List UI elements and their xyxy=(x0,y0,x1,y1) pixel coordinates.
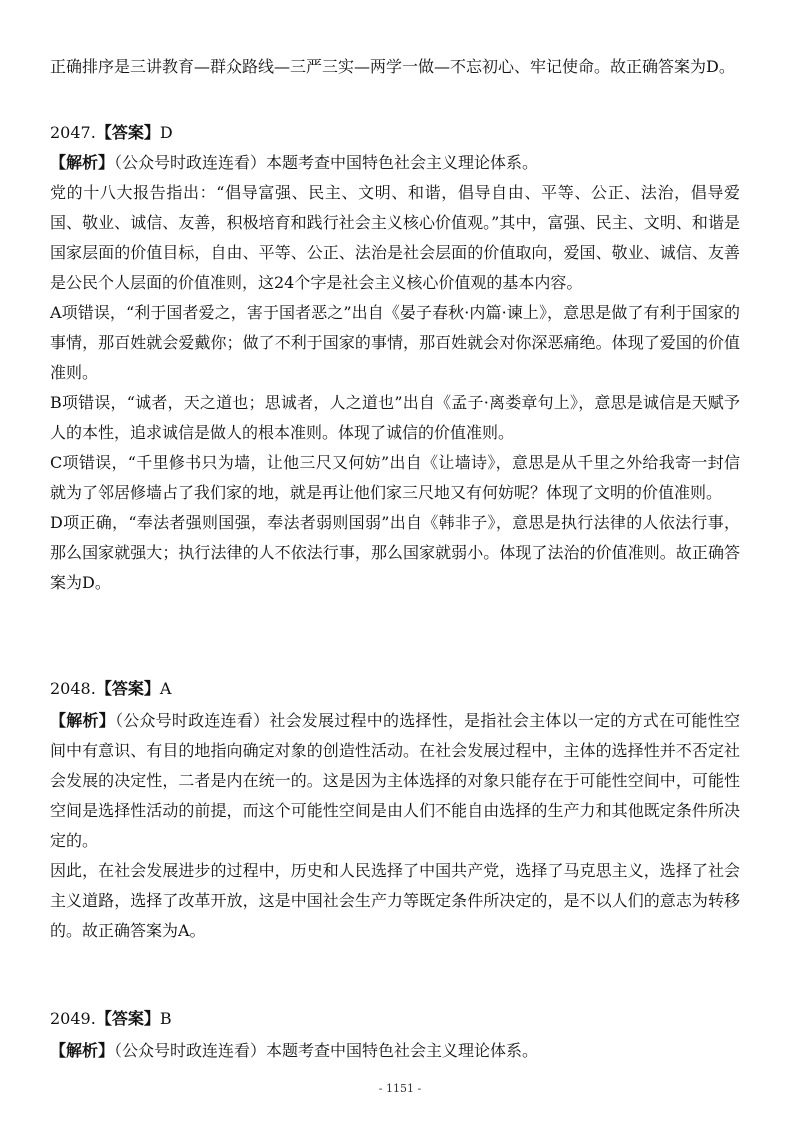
analysis-paragraph: 党的十八大报告指出：“倡导富强、民主、文明、和谐，倡导自由、平等、公正、法治，倡导爱国、敬业、诚信、友善，积极培育和践行社会主义核心价值观。”其中，富强、民主、文明、和谐是国家层面的价值目标，自由、平等、公正、法治是社会层面的价值取向，爱国、敬业、诚信、友善是公民个人层面的价值准则，这24个字是社会主义核心价值观的基本内容。 xyxy=(50,183,740,292)
answer-value: B xyxy=(159,1009,172,1028)
question-number: 2048. xyxy=(50,679,96,698)
analysis-line xyxy=(50,706,740,856)
answer-label: 【答案】 xyxy=(95,679,160,698)
analysis-intro: （公众号时政连连看）本题考查中国特色社会主义理论体系。 xyxy=(114,153,539,172)
analysis-line xyxy=(50,148,740,178)
analysis-intro: （公众号时政连连看）社会发展过程中的选择性，是指社会主体以一定的方式在可能性空间中有意识、有目的地指向确定对象的创造性活动。在社会发展过程中，主体的选择性并不否定社会发展的决定性，二者是内在统一的。这是因为主体选择的对象只能存在于可能性空间中，可能性空间是选择性活动的前提，而这个可能性空间是由人们不能自由选择的生产力和其他既定条件所决定的。 xyxy=(50,711,740,850)
answer-value: A xyxy=(159,679,172,698)
question-number: 2047. xyxy=(50,123,96,142)
option-b-paragraph: B项错误，“诚者，天之道也；思诚者，人之道也”出自《孟子·离娄章句上》，意思是诚信是天赋予人的本性，追求诚信是做人的根本准则。体现了诚信的价值准则。 xyxy=(50,393,740,442)
question-2048-heading xyxy=(50,674,171,704)
option-c-paragraph: C项错误，“千里修书只为墙，让他三尺又何妨”出自《让墙诗》，意思是从千里之外给我寄一封信就为了邻居修墙占了我们家的地，就是再让他们家三尺地又有何妨呢？体现了文明的价值准则。 xyxy=(50,453,740,502)
analysis-paragraph: 因此，在社会发展进步的过程中，历史和人民选择了中国共产党，选择了马克思主义，选择了社会主义道路，选择了改革开放，这是中国社会生产力等既定条件所决定的，是不以人们的意志为转移的。故正确答案为A。 xyxy=(50,861,740,940)
analysis-line xyxy=(50,1036,740,1066)
option-a-paragraph: A项错误，“利于国者爱之，害于国者恶之”出自《晏子春秋·内篇·谏上》，意思是做了有利于国家的事情，那百姓就会爱戴你；做了不利于国家的事情，那百姓就会对你深恶痛绝。体现了爱国的价值准则。 xyxy=(50,303,740,382)
intro-paragraph xyxy=(50,52,740,82)
question-2047-analysis xyxy=(50,148,740,598)
intro-text: 正确排序是三讲教育—群众路线—三严三实—两学一做—不忘初心、牢记使命。故正确答案为D。 xyxy=(50,57,735,76)
page-number: - 1151 - xyxy=(378,1082,422,1095)
question-2047-heading xyxy=(50,118,173,148)
option-d-paragraph: D项正确，“奉法者强则国强，奉法者弱则国弱”出自《韩非子》，意思是执行法律的人依法行事，那么国家就强大；执行法律的人不依法行事，那么国家就弱小。体现了法治的价值准则。故正确答案为D。 xyxy=(50,513,740,592)
question-number: 2049. xyxy=(50,1009,96,1028)
analysis-intro: （公众号时政连连看）本题考查中国特色社会主义理论体系。 xyxy=(114,1041,539,1060)
question-2049-analysis xyxy=(50,1036,740,1066)
question-2049-heading xyxy=(50,1004,172,1034)
analysis-label: 【解析】 xyxy=(50,711,115,730)
question-2048-analysis xyxy=(50,706,740,946)
answer-label: 【答案】 xyxy=(95,1009,160,1028)
analysis-label: 【解析】 xyxy=(50,153,115,172)
answer-label: 【答案】 xyxy=(95,123,160,142)
analysis-label: 【解析】 xyxy=(50,1041,115,1060)
answer-value: D xyxy=(159,123,173,142)
